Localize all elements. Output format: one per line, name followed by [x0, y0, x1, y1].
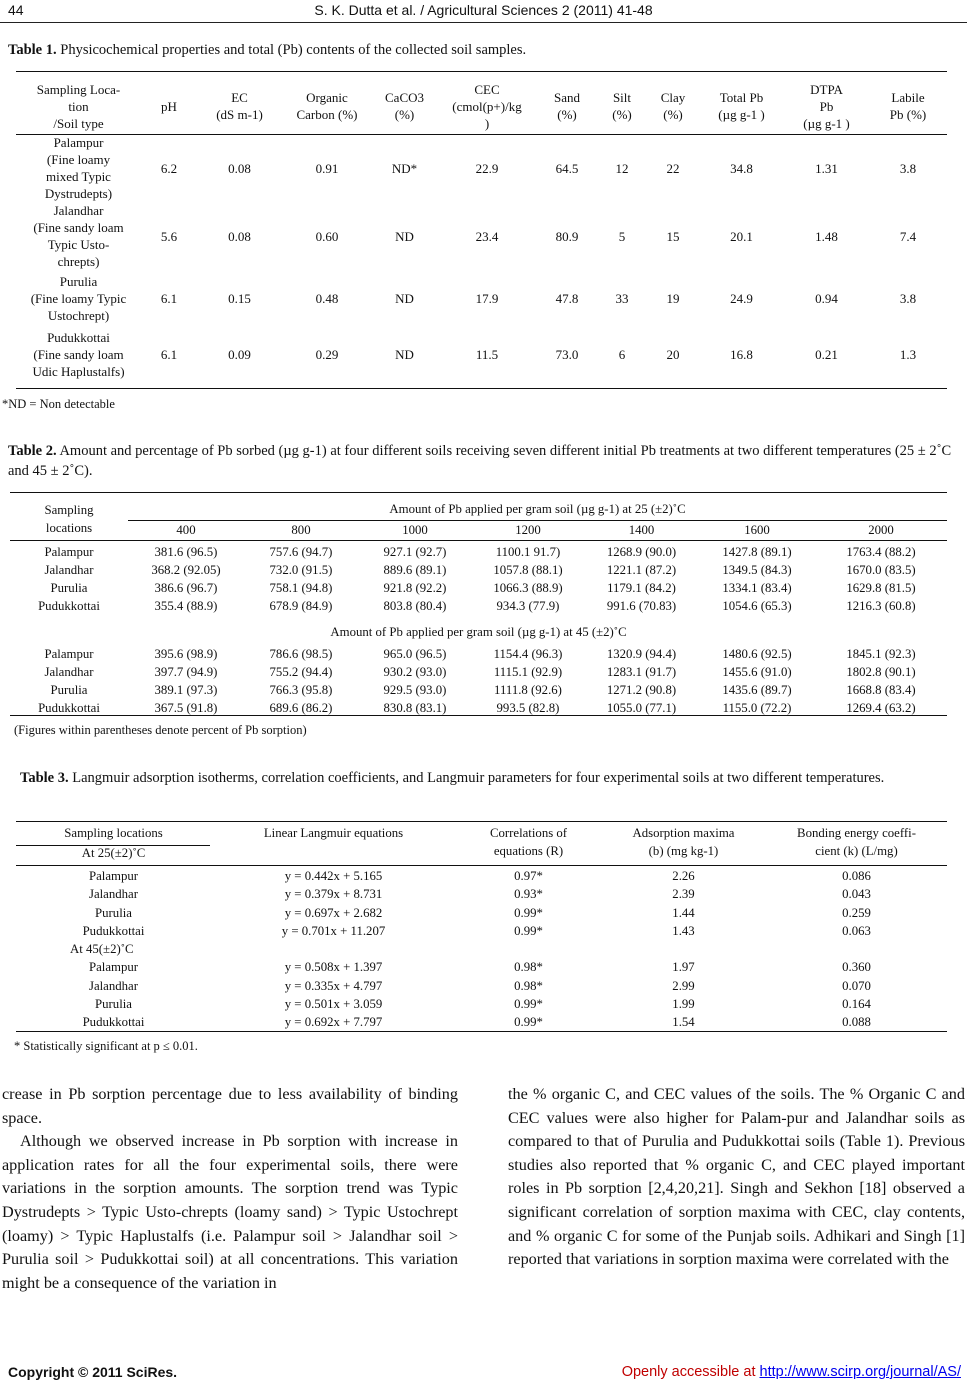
table1-value-cell: 0.15	[228, 290, 251, 306]
table-row	[10, 681, 947, 699]
table3-equation-cell: y = 0.697x + 2.682	[284, 905, 383, 920]
table1-caption-label: Table 1.	[8, 42, 57, 58]
table2-span-header-45: Amount of Pb applied per gram soil (µg g-1) at 45 (±2)˚C	[330, 625, 627, 639]
table3-energy-cell: 0.164	[842, 997, 871, 1012]
body-paragraph: Although we observed increase in Pb sorption with increase in application rates for all the four experimental soils, there were variations in the sorption amounts. The sorption trend was Typic Dystrudepts > Typic Usto-chrepts (loamy sand) > Typic Ustochrept (loamy) > Typic Haplustalfs (i.e. Palampur soil > Jalandhar soil > Purulia soil > Pudukkottai soil) at all concentrations. This variation might be a consequence of the variation in	[2, 1132, 458, 1292]
table2-footnote: (Figures within parentheses denote percent of Pb sorption)	[14, 723, 307, 737]
location-line: Dystrudepts)	[44, 186, 113, 201]
table1-header-line: CaCO3	[385, 90, 424, 105]
table3-footnote: * Statistically significant at p ≤ 0.01.	[14, 1039, 198, 1053]
table2-value-cell: 1057.8 (88.1)	[493, 563, 563, 577]
table1-header-line: Silt	[612, 90, 632, 105]
table1-header-line: EC	[231, 90, 248, 105]
table2-location-cell: Pudukkottai	[38, 701, 100, 715]
table3-group-filler	[211, 940, 947, 958]
table1-location-cell	[16, 202, 141, 270]
table2-location-cell: Pudukkottai	[38, 599, 100, 613]
table2-value-cell: 1845.1 (92.3)	[846, 647, 916, 661]
header-line: (b) (mg kg-1)	[648, 844, 719, 859]
table-row	[16, 922, 947, 940]
table2-levels-row	[10, 521, 947, 540]
table2-value-cell: 689.6 (86.2)	[269, 701, 333, 715]
table3-equation-cell: y = 0.442x + 5.165	[284, 869, 383, 883]
body-right-column	[508, 1083, 965, 1272]
table2-level-header: 400	[128, 521, 244, 540]
table3-correlation-cell: 0.97*	[514, 869, 543, 883]
table1-value-cell: 47.8	[555, 290, 579, 306]
table2-value-cell: 757.6 (94.7)	[269, 545, 333, 559]
table1-value-cell: 22.9	[475, 160, 499, 176]
table1-footnote: *ND = Non detectable	[2, 397, 115, 411]
table1-header-line: (µg g-1 )	[803, 115, 850, 131]
table2-value-cell: 766.3 (95.8)	[269, 683, 333, 697]
table1-value-cell: 0.94	[815, 290, 838, 306]
table1-value-cell: ND	[395, 346, 414, 362]
table1	[16, 78, 947, 382]
table3-energy-cell: 0.070	[842, 978, 871, 993]
table-row	[16, 1013, 947, 1031]
table2-value-cell: 1629.8 (81.5)	[846, 581, 916, 595]
table3-body	[16, 824, 947, 1032]
table1-header-line: Pb	[819, 98, 834, 114]
table1-value-cell: ND*	[391, 160, 418, 176]
table1-header-line: (cmol(p+)/kg	[452, 98, 522, 114]
table1-value-cell: 0.91	[315, 160, 339, 176]
table3-equation-cell: y = 0.335x + 4.797	[284, 978, 383, 993]
table2-value-cell: 889.6 (89.1)	[383, 563, 447, 577]
header-line: Bonding energy coeffi-	[797, 826, 916, 840]
table2-level-header: 800	[244, 521, 358, 540]
table1-header-cell	[597, 78, 647, 134]
table3-location-cell: Purulia	[95, 905, 132, 920]
table2-location-cell: Jalandhar	[44, 563, 94, 577]
header-line: cient (k) (L/mg)	[815, 844, 898, 859]
location-line: mixed Typic	[46, 169, 111, 184]
table1-value-cell: 0.08	[228, 160, 251, 176]
table1-header-cell	[372, 78, 437, 134]
table3-group-25: At 25(±2)˚C	[81, 846, 146, 861]
table3-maxima-cell: 1.43	[672, 923, 695, 938]
table2-span-row-45	[10, 615, 947, 645]
location-line: Typic Usto-	[47, 237, 110, 252]
copyright: Copyright © 2011 SciRes.	[8, 1364, 178, 1380]
table-row	[10, 579, 947, 597]
table-row	[16, 904, 947, 922]
table1-header-line: pH	[161, 98, 177, 114]
table2-value-cell: 395.6 (98.9)	[154, 647, 218, 661]
table1-value-cell: 0.60	[315, 228, 339, 244]
table1-value-cell: 16.8	[730, 346, 753, 362]
table1-header-cell	[869, 78, 947, 134]
table2-value-cell: 381.6 (96.5)	[154, 545, 218, 559]
table3-energy-cell: 0.043	[842, 887, 871, 902]
table2-location-cell: Purulia	[50, 581, 88, 595]
table3-group-row	[16, 940, 947, 958]
table3-correlation-cell: 0.99*	[514, 905, 543, 920]
table3-top-rule	[16, 821, 947, 822]
table1-header-rule	[16, 134, 947, 135]
table2-level-header: 1200	[472, 521, 584, 540]
table3-location-cell: Purulia	[95, 997, 132, 1012]
table1-header-line: Carbon (%)	[296, 107, 358, 122]
table2-location-header	[10, 498, 128, 539]
header-line: locations	[45, 520, 93, 535]
table2-value-cell: 1802.8 (90.1)	[846, 665, 916, 679]
table3-correlation-cell: 0.99*	[514, 923, 543, 938]
table2-value-cell: 1268.9 (90.0)	[606, 545, 677, 559]
location-line: Udic Haplustalfs)	[32, 363, 125, 379]
table1-header-line: (µg g-1 )	[718, 107, 765, 122]
table1-header-cell	[699, 78, 784, 134]
table2-value-cell: 1480.6 (92.5)	[722, 647, 792, 661]
location-line: Purulia	[59, 273, 98, 289]
header-rule	[0, 22, 967, 23]
table-row	[16, 270, 947, 326]
table-row	[10, 561, 947, 579]
table2-value-cell: 1055.0 (77.1)	[606, 701, 677, 715]
table3-location-cell: Pudukkottai	[82, 923, 145, 938]
table3-location-cell: Pudukkottai	[82, 1015, 145, 1030]
table3-energy-cell: 0.086	[842, 869, 871, 883]
table1-value-cell: 0.29	[315, 346, 339, 362]
table2-value-cell: 678.9 (84.9)	[269, 599, 333, 613]
table3-bottom-rule	[16, 1031, 947, 1032]
table3-equation-cell: y = 0.379x + 8.731	[284, 887, 383, 902]
table-row	[16, 885, 947, 903]
table2-value-cell: 1066.3 (88.9)	[493, 581, 563, 595]
table1-header-cell	[537, 78, 597, 134]
table2-body	[10, 498, 947, 717]
body-left-column	[2, 1083, 458, 1295]
table2-value-cell: 965.0 (96.5)	[383, 647, 447, 661]
table2-value-cell: 1216.3 (60.8)	[846, 599, 916, 613]
table2-value-cell: 927.1 (92.7)	[383, 545, 447, 559]
location-line: (Fine sandy loam	[33, 220, 124, 235]
table-row	[10, 543, 947, 561]
table1-header-cell	[437, 78, 537, 134]
table3-location-cell: Palampur	[88, 869, 139, 883]
location-line: (Fine loamy	[46, 152, 111, 167]
table3-correlation-cell: 0.93*	[514, 887, 543, 902]
table1-value-cell: 20	[666, 346, 680, 362]
table2-header-rule	[10, 540, 947, 541]
table1-caption	[8, 40, 526, 60]
table3-maxima-cell: 2.26	[672, 869, 695, 883]
table2-value-cell: 1455.6 (91.0)	[722, 665, 792, 679]
table2-value-cell: 993.5 (82.8)	[496, 701, 560, 715]
table2-value-cell: 1054.6 (65.3)	[722, 599, 792, 613]
table1-header-line: CEC	[474, 81, 500, 97]
table3-equation-header: Linear Langmuir equations	[263, 826, 404, 840]
table3-caption-label: Table 3.	[20, 770, 69, 786]
table3-energy-header	[766, 824, 947, 867]
table1-value-cell: 6.1	[160, 290, 178, 306]
location-line: (Fine loamy Typic	[30, 290, 127, 306]
location-line: (Fine sandy loam	[33, 346, 124, 362]
table1-header-cell	[647, 78, 699, 134]
table3-maxima-cell: 2.39	[672, 887, 695, 902]
table3-energy-cell: 0.088	[842, 1015, 871, 1030]
table1-value-cell: 1.31	[815, 160, 838, 176]
table3-energy-cell: 0.259	[842, 905, 871, 920]
table3-caption	[20, 768, 947, 788]
table2-value-cell: 1100.1 91.7)	[495, 545, 561, 559]
table3-maxima-cell: 1.44	[672, 905, 695, 920]
table1-header-line: Clay	[660, 90, 686, 105]
table3-correlation-cell: 0.98*	[514, 978, 543, 993]
table1-value-cell: 1.3	[899, 346, 917, 362]
table3-maxima-cell: 1.97	[672, 960, 695, 975]
table1-value-cell: 6	[618, 346, 626, 362]
table-row	[16, 326, 947, 382]
table2-level-header: 1000	[358, 521, 472, 540]
table1-value-cell: 33	[615, 290, 629, 306]
table1-value-cell: 19	[666, 290, 680, 306]
table3-header-rule	[16, 865, 947, 866]
table1-header-cell	[141, 78, 197, 134]
table1-header-line: )	[484, 115, 490, 131]
table3-energy-cell: 0.360	[842, 960, 871, 975]
table1-value-cell: 17.9	[475, 290, 499, 306]
table1-location-cell	[16, 134, 141, 202]
table1-header-line: Sand	[554, 90, 580, 105]
table3-correlation-cell: 0.98*	[514, 960, 543, 975]
location-line: Palampur	[53, 135, 104, 150]
table1-header-line: (%)	[663, 107, 683, 122]
table-row	[16, 134, 947, 202]
table2-value-cell: 1320.9 (94.4)	[606, 647, 677, 661]
table2-value-cell: 991.6 (70.83)	[606, 599, 677, 613]
table1-value-cell: 6.2	[160, 160, 178, 176]
table1-value-cell: 3.8	[899, 160, 917, 176]
body-paragraph: the % organic C, and CEC values of the soils. The % Organic C and CEC values were also higher for Palam-pur and Jalandhar soils as compared to that of Purulia and Pudukkottai soils (Table 1). Previous studies also reported that % organic C, and CEC played important roles in Pb sorption [2,4,20,21]. Singh and Sekhon [18] observed a significant correlation of sorption maxima with CEC, clay contents, and % organic C for some of the Punjab soils. Adhikari and Singh [1] reported that variations in sorption maxima were correlated with the	[508, 1085, 965, 1269]
header-line: equations (R)	[493, 844, 564, 859]
table2-location-cell: Palampur	[44, 545, 94, 559]
table1-caption-text: Physicochemical properties and total (Pb) contents of the collected soil samples.	[56, 42, 527, 58]
table2-value-cell: 1115.1 (92.9)	[493, 665, 563, 679]
location-line: chrepts)	[57, 254, 100, 269]
table2-value-cell: 397.7 (94.9)	[154, 665, 218, 679]
table3-correlation-cell: 0.99*	[514, 997, 543, 1012]
table2-value-cell: 803.8 (80.4)	[383, 599, 447, 613]
table1-value-cell: 11.5	[475, 346, 499, 362]
table1-value-cell: 12	[615, 160, 629, 176]
table1-header-cell	[282, 78, 372, 134]
table1-value-cell: 6.1	[160, 346, 178, 362]
access-note	[622, 1364, 961, 1380]
table2-value-cell: 934.3 (77.9)	[496, 599, 560, 613]
table2-value-cell: 930.2 (93.0)	[383, 665, 447, 679]
table-row	[10, 597, 947, 615]
header-line: Sampling	[44, 502, 94, 517]
table2-value-cell: 1283.1 (91.7)	[606, 665, 677, 679]
table2-value-cell: 921.8 (92.2)	[383, 581, 447, 595]
table2-value-cell: 367.5 (91.8)	[154, 701, 218, 715]
table1-value-cell: 0.48	[315, 290, 339, 306]
table2-caption	[8, 441, 953, 481]
table2-span-header-25: Amount of Pb applied per gram soil (µg g-1) at 25 (±2)˚C	[389, 502, 686, 516]
table3-correlation-cell: 0.99*	[514, 1015, 543, 1030]
table2-value-cell: 1334.1 (83.4)	[722, 581, 792, 595]
table1-value-cell: 80.9	[555, 228, 579, 244]
table2-value-cell: 386.6 (96.7)	[154, 581, 218, 595]
table1-header-line: tion	[68, 98, 89, 114]
table3	[16, 824, 947, 1032]
table1-value-cell: 24.9	[730, 290, 753, 306]
table1-header-line: (%)	[612, 107, 632, 122]
table2-value-cell: 1427.8 (89.1)	[722, 545, 792, 559]
table1-value-cell: 15	[666, 228, 680, 244]
table1-value-cell: 3.8	[899, 290, 917, 306]
table3-location-cell: Jalandhar	[88, 978, 139, 993]
table3-equation-cell: y = 0.508x + 1.397	[284, 960, 383, 975]
table2-value-cell: 1668.8 (83.4)	[846, 683, 916, 697]
table1-value-cell: 5	[618, 228, 626, 244]
location-line: Pudukkottai	[47, 329, 110, 345]
table2-location-cell: Purulia	[50, 683, 88, 697]
table-row	[16, 202, 947, 270]
running-title: S. K. Dutta et al. / Agricultural Sciences 2 (2011) 41-48	[314, 2, 653, 18]
table2-value-cell: 389.1 (97.3)	[154, 683, 218, 697]
table1-value-cell: 0.08	[228, 228, 251, 244]
table2-value-cell: 758.1 (94.8)	[269, 581, 333, 595]
table1-header-line: (%)	[557, 107, 577, 122]
table1-value-cell: 1.48	[815, 228, 838, 244]
table2-value-cell: 1435.6 (89.7)	[722, 683, 792, 697]
table2	[10, 498, 947, 717]
table1-header-line: (dS m-1)	[216, 107, 263, 122]
table3-location-cell: Jalandhar	[88, 887, 139, 902]
table-row	[16, 867, 947, 885]
table2-value-cell: 755.2 (94.4)	[269, 665, 333, 679]
table2-value-cell: 1271.2 (90.8)	[606, 683, 677, 697]
table1-top-rule	[16, 71, 947, 72]
table1-value-cell: ND	[395, 228, 414, 244]
table-row	[10, 645, 947, 663]
table2-value-cell: 368.2 (92.05)	[151, 563, 221, 577]
journal-link[interactable]: http://www.scirp.org/journal/AS/	[759, 1364, 961, 1380]
table3-group-45: At 45(±2)˚C	[70, 942, 134, 957]
table3-caption-text: Langmuir adsorption isotherms, correlation coefficients, and Langmuir parameters for four experimental soils at two different temperatures.	[68, 770, 885, 786]
table3-maxima-cell: 1.99	[672, 997, 695, 1012]
table1-header-row	[16, 78, 947, 134]
table2-value-cell: 1179.1 (84.2)	[607, 581, 676, 595]
header-line: Sampling locations	[64, 826, 163, 840]
table1-value-cell: 0.21	[815, 346, 838, 362]
table1-header-line: Pb (%)	[889, 107, 927, 122]
access-text: Openly accessible at	[621, 1364, 760, 1380]
table1-bottom-rule	[16, 388, 947, 389]
page-number: 44	[8, 2, 24, 18]
table2-location-cell: Palampur	[44, 647, 94, 661]
table2-value-cell: 830.8 (83.1)	[383, 701, 447, 715]
table2-value-cell: 1763.4 (88.2)	[846, 545, 916, 559]
table1-header-line: DTPA	[810, 81, 843, 97]
table1-body	[16, 134, 947, 382]
table2-value-cell: 1155.0 (72.2)	[722, 701, 792, 715]
table1-value-cell: 34.8	[730, 160, 753, 176]
table2-header-row	[10, 498, 947, 521]
table2-level-header: 2000	[815, 521, 947, 540]
table1-value-cell: 73.0	[555, 346, 579, 362]
table2-top-rule	[10, 492, 947, 493]
table1-header-line: Organic	[306, 90, 348, 105]
table3-location-cell: Palampur	[88, 960, 139, 975]
location-line: Jalandhar	[53, 203, 104, 218]
table2-value-cell: 1349.5 (84.3)	[722, 563, 792, 577]
table1-value-cell: 5.6	[160, 228, 178, 244]
table2-value-cell: 1221.1 (87.2)	[606, 563, 677, 577]
table2-value-cell: 786.6 (98.5)	[269, 647, 333, 661]
table1-value-cell: ND	[395, 290, 414, 306]
table-row	[10, 663, 947, 681]
table2-value-cell: 1670.0 (83.5)	[846, 563, 916, 577]
table1-location-cell	[16, 270, 141, 326]
table1-location-cell	[16, 326, 141, 382]
table2-value-cell: 1111.8 (92.6)	[494, 683, 562, 697]
table3-equation-cell: y = 0.701x + 11.207	[281, 923, 386, 938]
table2-value-cell: 355.4 (88.9)	[154, 599, 218, 613]
table3-equation-cell: y = 0.692x + 7.797	[284, 1015, 383, 1030]
table1-value-cell: 7.4	[899, 228, 917, 244]
table1-header-cell	[16, 78, 141, 134]
table1-value-cell: 23.4	[475, 228, 499, 244]
table-row	[16, 958, 947, 976]
table2-caption-label: Table 2.	[8, 443, 57, 459]
body-paragraph: crease in Pb sorption percentage due to less availability of binding space.	[2, 1085, 458, 1127]
table1-header-line: (%)	[394, 107, 415, 122]
table1-header-line: Labile	[891, 90, 925, 105]
header-line: Adsorption maxima	[632, 826, 735, 840]
table3-maxima-cell: 1.54	[672, 1015, 695, 1030]
table1-value-cell: 22	[666, 160, 680, 176]
table-row	[16, 977, 947, 995]
table3-maxima-cell: 2.99	[672, 978, 695, 993]
table3-subheader-rule	[16, 845, 210, 846]
header-line: Correlations of	[489, 826, 568, 840]
table3-energy-cell: 0.063	[842, 923, 871, 938]
table1-header-cell	[784, 78, 869, 134]
table2-level-header: 1400	[584, 521, 699, 540]
table2-value-cell: 1269.4 (63.2)	[846, 701, 916, 715]
table2-value-cell: 1154.4 (96.3)	[493, 647, 563, 661]
location-line: Ustochrept)	[47, 307, 110, 323]
table3-equation-cell: y = 0.501x + 3.059	[284, 997, 383, 1012]
table2-value-cell: 732.0 (91.5)	[269, 563, 333, 577]
table2-caption-text: Amount and percentage of Pb sorbed (µg g-1) at four different soils receiving seven different initial Pb treatments at two different temperatures (25 ± 2˚C and 45 ± 2˚C).	[8, 443, 952, 479]
table1-value-cell: 0.09	[228, 346, 251, 362]
table-row	[16, 995, 947, 1013]
table3-corr-header	[456, 824, 601, 867]
table1-header-cell	[197, 78, 282, 134]
table1-header-line: Total Pb	[719, 90, 764, 105]
table3-max-header	[601, 824, 766, 867]
table2-bottom-rule	[10, 715, 947, 716]
table1-value-cell: 64.5	[555, 160, 579, 176]
table2-value-cell: 929.5 (93.0)	[383, 683, 447, 697]
table2-level-header: 1600	[699, 521, 815, 540]
table1-header-line: /Soil type	[53, 115, 104, 131]
table2-location-cell: Jalandhar	[44, 665, 94, 679]
table1-value-cell: 20.1	[730, 228, 753, 244]
table1-header-line: Sampling Loca-	[36, 81, 121, 97]
